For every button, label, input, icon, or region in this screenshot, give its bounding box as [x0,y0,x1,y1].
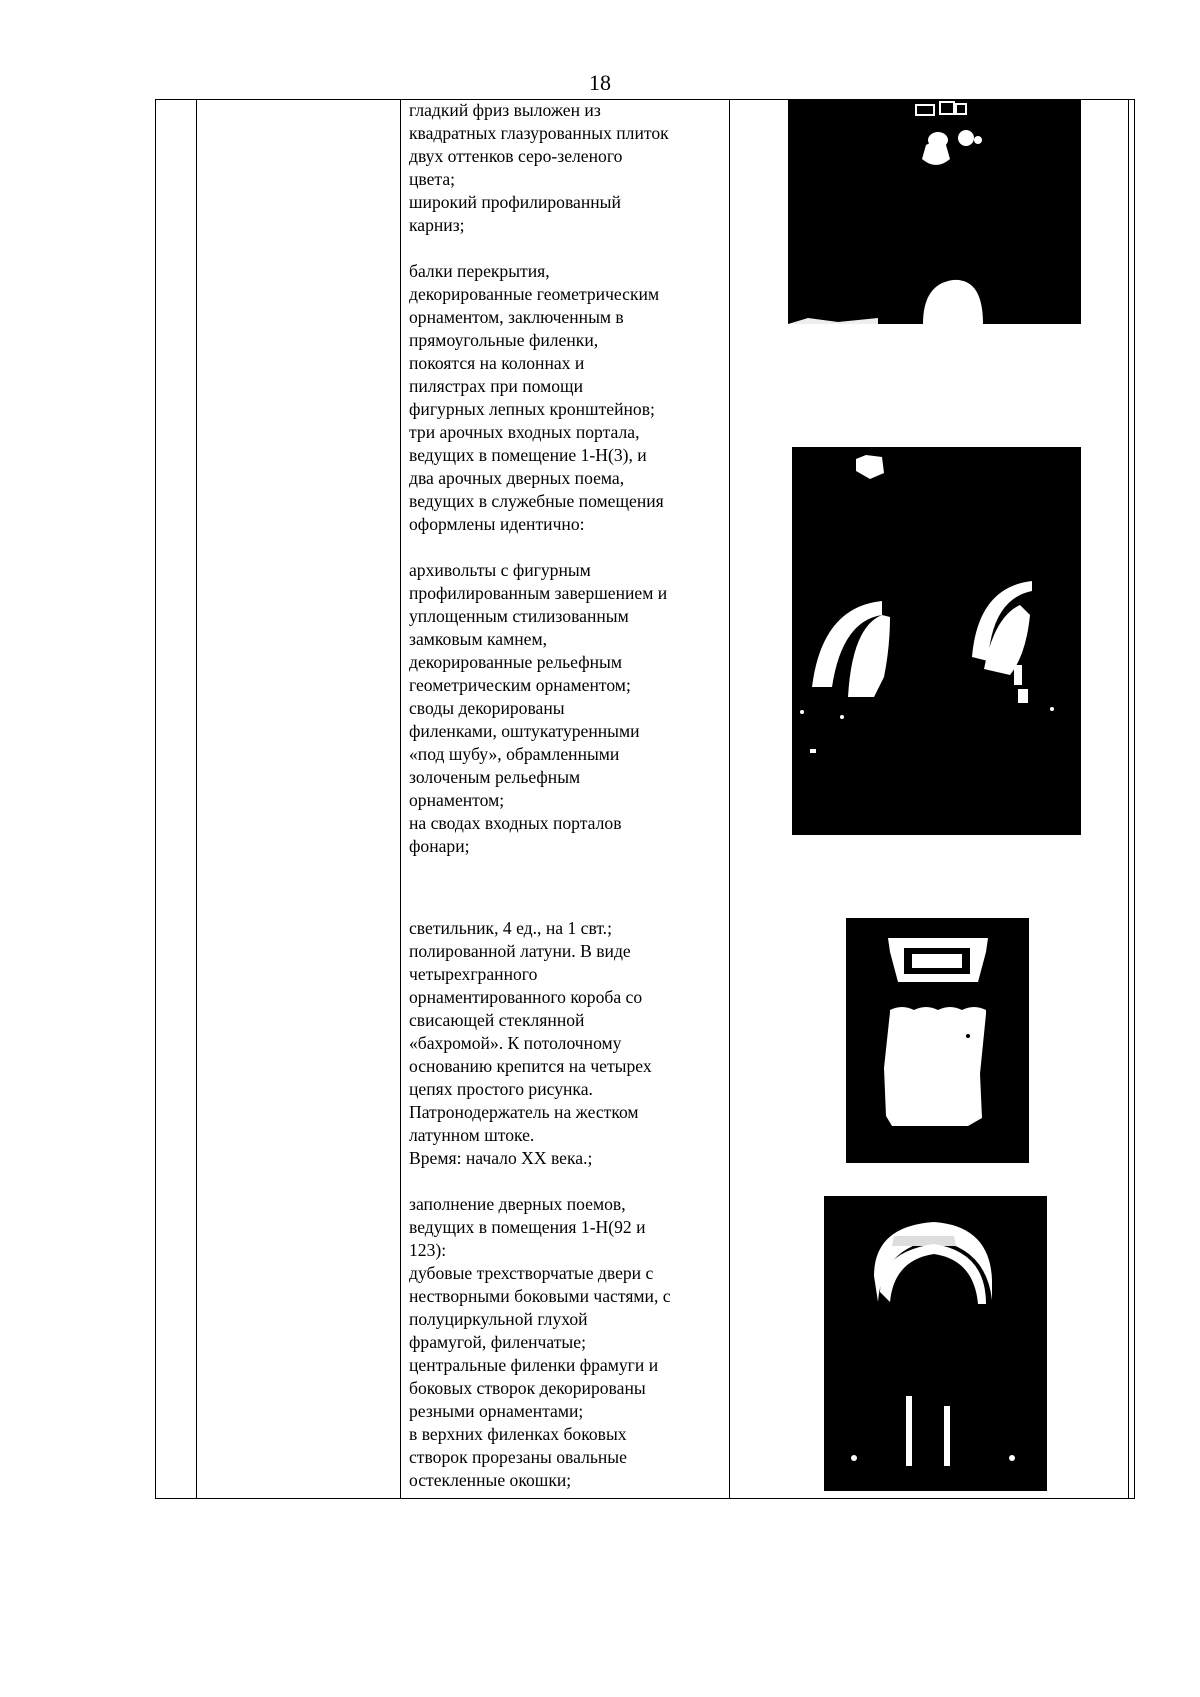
description-line: замковым камнем, [409,629,547,649]
description-line: прямоугольные филенки, [409,330,599,350]
description-line: свисающей стеклянной [409,1010,585,1030]
description-line: в верхних филенках боковых [409,1424,627,1444]
column-divider-1 [196,100,197,1498]
description-line: профилированным завершением и [409,583,668,603]
description-line: оформлены идентично: [409,514,585,534]
column-divider-2 [400,100,401,1498]
description-line: боковых створок декорированы [409,1378,646,1398]
description-line: ведущих в служебные помещения [409,491,664,511]
description-line: Время: начало XX века.; [409,1148,593,1168]
description-line: на сводах входных порталов [409,813,622,833]
description-line: фигурных лепных кронштейнов; [409,399,655,419]
description-line: полуциркульной глухой [409,1309,588,1329]
paragraph-gap [409,536,717,559]
description-line: филенками, оштукатуренными [409,721,640,741]
ceiling-lamp-photo [788,100,1081,324]
description-line: покоятся на колоннах и [409,353,585,373]
description-line: геометрическим орнаментом; [409,675,631,695]
description-line: полированной латуни. В виде [409,941,631,961]
description-block-3 [409,917,717,1170]
description-line: цепях простого рисунка. [409,1079,593,1099]
description-line: два арочных дверных поема, [409,468,625,488]
description-line: гладкий фриз выложен из [409,100,601,120]
description-line: ведущих в помещение 1-Н(3), и [409,445,647,465]
inventory-table [155,99,1135,1499]
description-line: ведущих в помещения 1-Н(92 и [409,1217,646,1237]
description-line: декорированные рельефным [409,652,622,672]
description-line: дубовые трехстворчатые двери с [409,1263,654,1283]
description-line: четырехгранного [409,964,538,984]
paragraph-gap [409,237,717,260]
description-line: уплощенным стилизованным [409,606,629,626]
description-line: декорированные геометрическим [409,284,660,304]
description-line: фрамугой, филенчатые; [409,1332,586,1352]
description-line: своды декорированы [409,698,565,718]
lantern-photo [846,918,1029,1163]
description-line: двух оттенков серо-зеленого [409,146,623,166]
description-line: остекленные окошки; [409,1470,572,1490]
description-line: резными орнаментами; [409,1401,584,1421]
description-line: пилястрах при помощи [409,376,584,396]
description-line: цвета; [409,169,456,189]
description-line: нестворными боковыми частями, с [409,1286,671,1306]
description-line: три арочных входных портала, [409,422,640,442]
description-line: заполнение дверных поемов, [409,1194,626,1214]
description-line: архивольты с фигурным [409,560,591,580]
description-line: 123): [409,1240,447,1260]
column-divider-3 [729,100,730,1498]
description-line: орнаментированного короба со [409,987,643,1007]
description-line: орнаментом, заключенным в [409,307,624,327]
description-line: светильник, 4 ед., на 1 свт.; [409,918,612,938]
description-block-2 [409,421,717,858]
description-line: центральные филенки фрамуги и [409,1355,659,1375]
description-line: латунном штоке. [409,1125,535,1145]
description-block-4 [409,1193,717,1492]
page-number: 18 [589,70,611,95]
description-line: фонари; [409,836,470,856]
description-block-1 [409,99,717,421]
description-line: основанию крепится на четырех [409,1056,652,1076]
arched-door-photo [824,1196,1047,1491]
description-line: балки перекрытия, [409,261,550,281]
description-line: квадратных глазурованных плиток [409,123,669,143]
arched-portals-photo [792,447,1081,835]
description-line: Патронодержатель на жестком [409,1102,639,1122]
description-line: карниз; [409,215,465,235]
description-line: широкий профилированный [409,192,621,212]
column-divider-4 [1128,100,1129,1498]
description-line: «под шубу», обрамленными [409,744,620,764]
description-line: «бахромой». К потолочному [409,1033,622,1053]
description-line: золоченым рельефным [409,767,581,787]
description-line: створок прорезаны овальные [409,1447,627,1467]
description-line: орнаментом; [409,790,505,810]
